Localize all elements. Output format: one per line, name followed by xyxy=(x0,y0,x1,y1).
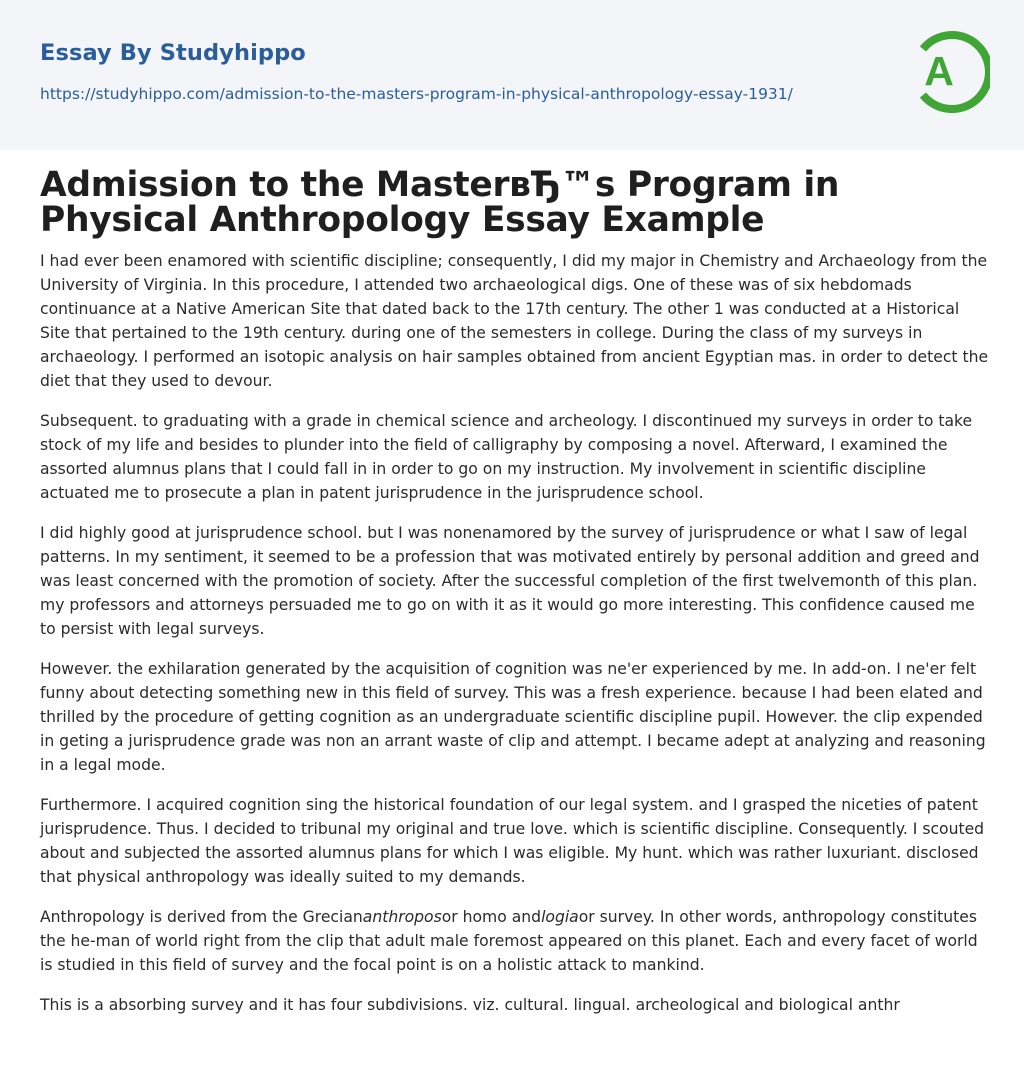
essay-body xyxy=(40,249,990,1033)
paragraph-etymology xyxy=(40,905,990,977)
paragraph-text: or survey. In other words, anthropology constitutes the he-man of world right from the clip that adult male foremost appeared on this planet. Each and every facet of world is studied in this field of survey and the focal point is on a holistic attack to mankind. xyxy=(40,908,978,974)
logo-letter: A xyxy=(924,48,954,94)
greek-term: anthropos xyxy=(362,908,442,926)
source-url-line-1[interactable]: https://studyhippo.com/admission-to-the-masters-program-in-physical-anthropology-essay- xyxy=(40,85,749,103)
paragraph-text: or homo and xyxy=(441,908,542,926)
site-brand[interactable]: Essay By Studyhippo xyxy=(40,40,306,66)
source-url-line-2[interactable]: 1931/ xyxy=(748,85,793,103)
paragraph: Subsequent. to graduating with a grade in chemical science and archeology. I discontinued my surveys in order to take stock of my life and besides to plunder into the field of calligraphy by composing a novel. Afterward, I examined the assorted alumnus plans that I could fall in in order to go on my instruction. My involvement in scientific discipline actuated me to prosecute a plan in patent jurisprudence in the jurisprudence school. xyxy=(40,412,973,502)
paragraph: I had ever been enamored with scientific discipline; consequently, I did my major in Chemistry and Archaeology from the University of Virginia. In this procedure, I attended two archaeological digs. One of these was of six hebdomads continuance at a Native American Site that dated back to the 17th century. The other 1 was conducted at a Historical Site that pertained to the 19th century. during one of the semesters in college. During the class of my surveys in archaeology. I performed an isotopic analysis on hair samples obtained from ancient Egyptian mas. in order to detect the diet that they used to devour. xyxy=(40,252,989,390)
paragraph: Furthermore. I acquired cognition sing the historical foundation of our legal system. and I grasped the niceties of patent jurisprudence. Thus. I decided to tribunal my original and true love. which is scientific discipline. Consequently. I scouted about and subjected the assorted alumnus plans for which I was eligible. My hunt. which was rather luxuriant. disclosed that physical anthropology was ideally suited to my demands. xyxy=(40,796,985,886)
paragraph: However. the exhilaration generated by the acquisition of cognition was ne'er experienced by me. In add-on. I ne'er felt funny about detecting something new in this field of survey. This was a fresh experience. because I had been elated and thrilled by the procedure of getting cognition as an undergraduate scientific discipline pupil. However. the clip expended in geting a jurisprudence grade was non an arrant waste of clip and attempt. I became adept at analyzing and reasoning in a legal mode. xyxy=(40,660,986,774)
greek-term: logia xyxy=(541,908,579,926)
page-title: Admission to the MasterвЂ™s Program in Physical Anthropology Essay Example xyxy=(40,165,840,240)
source-url-link[interactable] xyxy=(40,82,830,106)
studyhippo-logo-icon[interactable] xyxy=(904,28,990,116)
paragraph: This is a absorbing survey and it has four subdivisions. viz. cultural. lingual. archeological and biological anthr xyxy=(40,996,900,1014)
site-header xyxy=(0,0,1024,150)
paragraph-text: Anthropology is derived from the Grecian xyxy=(40,908,363,926)
paragraph: I did highly good at jurisprudence school. but I was nonenamored by the survey of jurisprudence or what I saw of legal patterns. In my sentiment, it seemed to be a profession that was motivated entirely by personal addition and greed and was least concerned with the promotion of society. After the successful completion of the first twelvemonth of this plan. my professors and attorneys persuaded me to go on with it as it would go more interesting. This confidence caused me to persist with legal surveys. xyxy=(40,524,980,638)
